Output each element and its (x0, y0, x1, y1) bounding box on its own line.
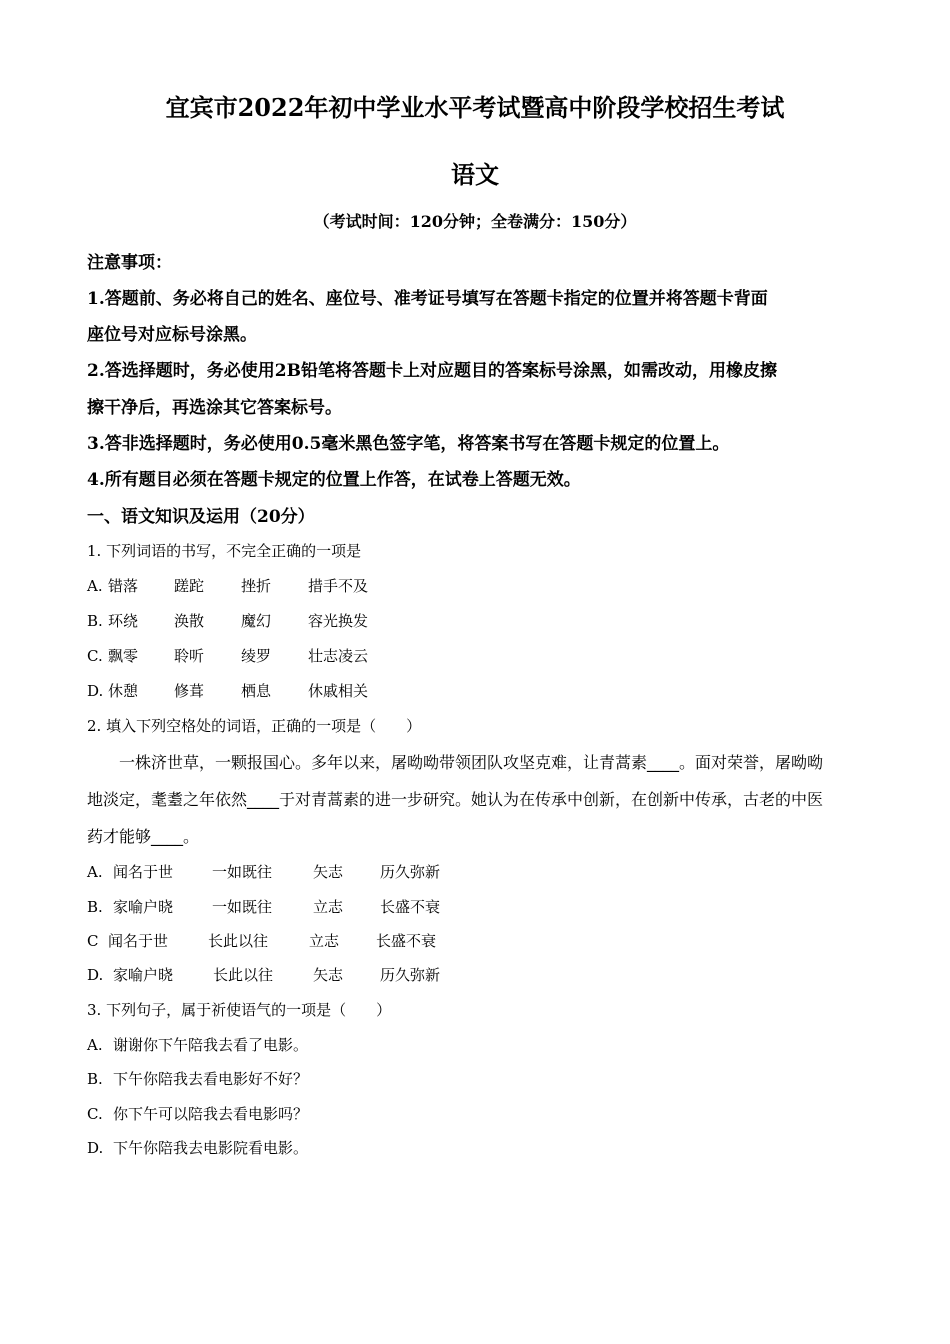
option-word: 立志 (309, 932, 340, 950)
notice-item: 座位号对应标号涂黑。 (87, 325, 257, 345)
option-word: 历久弥新 (380, 863, 441, 881)
option-label: B. (87, 898, 103, 916)
option-word: 错落 (108, 577, 139, 595)
option-label: A. (87, 577, 103, 595)
q1-option-a (87, 575, 368, 596)
option-label: C. (87, 647, 103, 665)
notice-heading: 注意事项： (87, 253, 172, 273)
q3-option-a (87, 1034, 308, 1055)
option-word: 长此以往 (213, 966, 274, 984)
option-label: A. (87, 863, 103, 881)
option-word: 壮志凌云 (308, 647, 369, 665)
option-word: 家喻户晓 (113, 966, 174, 984)
option-label: C (87, 932, 99, 950)
question-3-stem: 3. 下列句子，属于祈使语气的一项是（ ） (87, 1001, 392, 1019)
notice-item: 擦干净后，再选涂其它答案标号。 (87, 398, 342, 418)
option-word: 长此以往 (208, 932, 269, 950)
time-info: （考试时间：120分钟；全卷满分：150分） (313, 212, 637, 231)
q2-passage-line: 药才能够____。 (87, 827, 200, 846)
option-label: D. (87, 966, 104, 984)
q3-option-c (87, 1103, 308, 1124)
exam-title: 宜宾市2022年初中学业水平考试暨高中阶段学校招生考试 (165, 93, 785, 122)
option-word: 历久弥新 (380, 966, 441, 984)
option-word: 一如既往 (212, 863, 273, 881)
q2-passage-line: 一株济世草，一颗报国心。多年以来，屠呦呦带领团队攻坚克难，让青蒿素____。面对荣誉，屠呦呦 (119, 753, 824, 772)
option-text: 下午你陪我去电影院看电影。 (113, 1139, 309, 1157)
notice-item: 2.答选择题时，务必使用2B铅笔将答题卡上对应题目的答案标号涂黑，如需改动，用橡皮擦 (87, 361, 777, 381)
option-text: 你下午可以陪我去看电影吗？ (113, 1105, 309, 1123)
option-label: B. (87, 612, 103, 630)
q1-option-c (87, 645, 368, 666)
q3-option-d (87, 1137, 308, 1158)
option-label: D. (87, 682, 104, 700)
q2-option-d (87, 964, 440, 985)
option-word: 涣散 (174, 612, 205, 630)
option-label: B. (87, 1070, 103, 1088)
option-word: 家喻户晓 (113, 898, 174, 916)
option-text: 谢谢你下午陪我去看了电影。 (113, 1036, 309, 1054)
option-word: 长盛不衰 (380, 898, 441, 916)
option-word: 休憩 (108, 682, 139, 700)
option-word: 闻名于世 (113, 863, 174, 881)
q2-option-a (87, 861, 440, 882)
q2-option-c (87, 930, 436, 951)
option-word: 绫罗 (241, 647, 272, 665)
option-label: D. (87, 1139, 104, 1157)
option-word: 魔幻 (241, 612, 272, 630)
option-word: 矢志 (313, 966, 344, 984)
option-word: 立志 (313, 898, 344, 916)
question-1-stem: 1. 下列词语的书写，不完全正确的一项是 (87, 542, 362, 560)
option-word: 环绕 (108, 612, 139, 630)
question-2-stem: 2. 填入下列空格处的词语，正确的一项是（ ） (87, 717, 422, 735)
option-word: 栖息 (241, 682, 272, 700)
q3-option-b (87, 1068, 308, 1089)
option-word: 矢志 (313, 863, 344, 881)
option-text: 下午你陪我去看电影好不好？ (113, 1070, 309, 1088)
section-heading: 一、语文知识及运用（20分） (87, 507, 315, 527)
notice-item: 4.所有题目必须在答题卡规定的位置上作答，在试卷上答题无效。 (87, 470, 581, 490)
option-word: 挫折 (241, 577, 272, 595)
subject-title: 语文 (451, 160, 499, 189)
q1-option-b (87, 610, 368, 631)
option-word: 措手不及 (308, 577, 369, 595)
option-word: 蹉跎 (174, 577, 205, 595)
notice-item: 3.答非选择题时，务必使用0.5毫米黑色签字笔，将答案书写在答题卡规定的位置上。 (87, 434, 730, 454)
option-word: 容光换发 (308, 612, 369, 630)
q2-option-b (87, 896, 440, 917)
option-word: 飘零 (108, 647, 139, 665)
notice-item: 1.答题前、务必将自己的姓名、座位号、准考证号填写在答题卡指定的位置并将答题卡背面 (87, 289, 768, 309)
q2-passage-line: 地淡定，耄耋之年依然____于对青蒿素的进一步研究。她认为在传承中创新，在创新中传承，古老的中医 (87, 790, 824, 809)
option-word: 休戚相关 (308, 682, 369, 700)
option-word: 长盛不衰 (376, 932, 437, 950)
q1-option-d (87, 680, 368, 701)
option-label: A. (87, 1036, 103, 1054)
option-word: 聆听 (174, 647, 205, 665)
option-word: 一如既往 (212, 898, 273, 916)
option-word: 闻名于世 (108, 932, 169, 950)
option-word: 修葺 (174, 682, 205, 700)
option-label: C. (87, 1105, 103, 1123)
